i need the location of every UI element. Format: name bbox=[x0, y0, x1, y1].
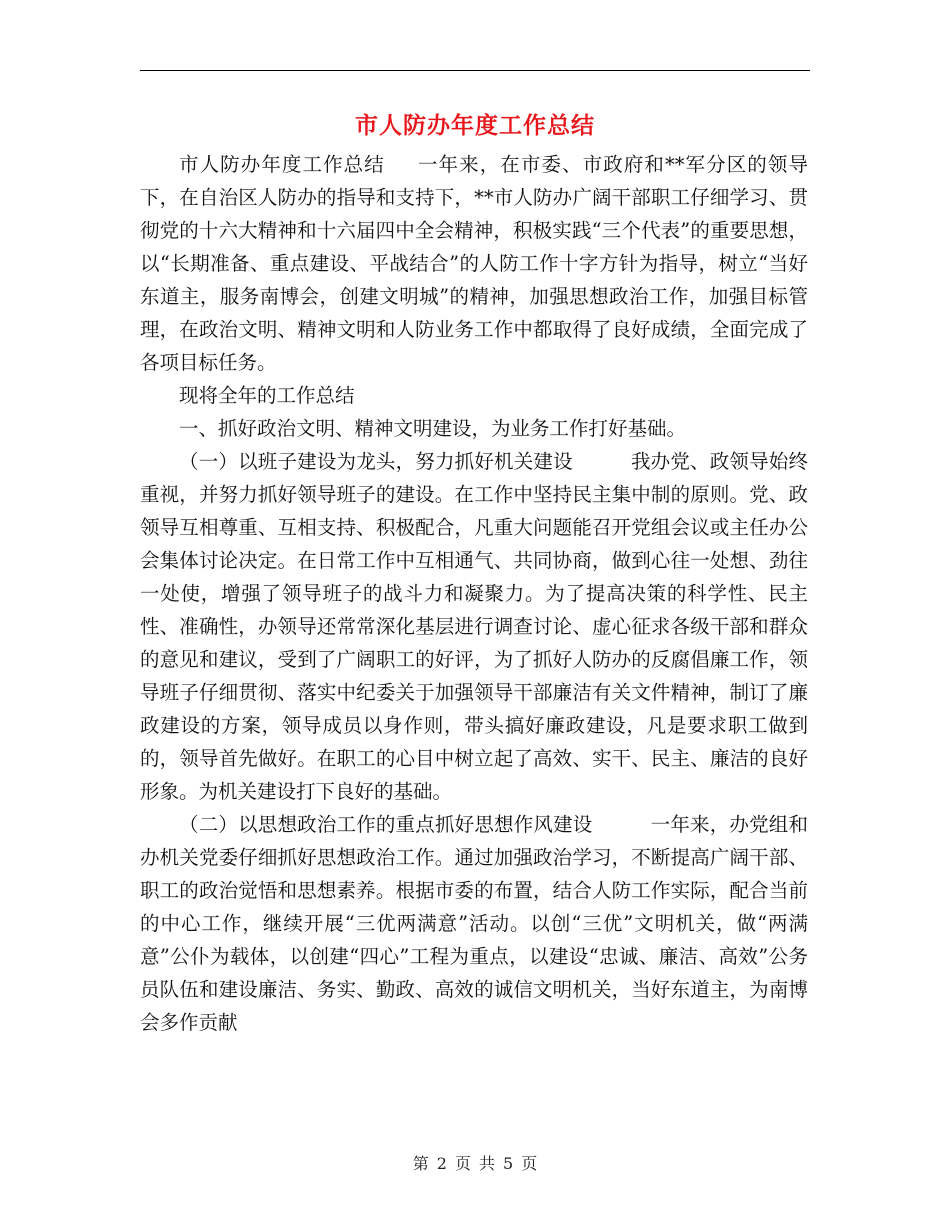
document-title: 市人防办年度工作总结 bbox=[355, 112, 595, 139]
section-heading-1: 一、抓好政治文明、精神文明建设，为业务工作打好基础。 bbox=[179, 417, 687, 440]
subsection-heading-1: （一）以班子建设为龙头，努力抓好机关建设 bbox=[179, 450, 573, 473]
footer-page-number: 2 bbox=[436, 1154, 447, 1173]
document-body bbox=[140, 148, 808, 1039]
intro-lead: 市人防办年度工作总结 bbox=[179, 153, 385, 176]
footer-page-word: 页 bbox=[454, 1154, 471, 1173]
paragraph-summary-lead: 现将全年的工作总结 bbox=[179, 384, 355, 407]
footer-total-prefix: 共 bbox=[479, 1154, 496, 1173]
page-footer bbox=[0, 1152, 950, 1176]
footer-suffix: 页 bbox=[521, 1154, 538, 1173]
header-rule bbox=[140, 70, 810, 71]
paragraph-intro bbox=[140, 148, 808, 379]
footer-prefix: 第 bbox=[412, 1154, 429, 1173]
intro-body: 一年来，在市委、市政府和**军分区的领导下，在自治区人防办的指导和支持下，**市人防办广阔干部职工仔细学习、贯彻党的十六大精神和十六届四中全会精神，积极实践“三个代表”的重要思想，以“长期准备、重点建设、平战结合”的人防工作十字方针为指导，树立“当好东道主，服务南博会，创建文明城”的精神，加强思想政治工作，加强目标管理，在政治文明、精神文明和人防业务工作中都取得了良好成绩，全面完成了各项目标任务。 bbox=[140, 153, 808, 374]
paragraph-subsection-1 bbox=[140, 445, 808, 808]
paragraph-subsection-2 bbox=[140, 808, 808, 1039]
footer-total-pages: 5 bbox=[503, 1154, 514, 1173]
subsection-heading-2: （二）以思想政治工作的重点抓好思想作风建设 bbox=[179, 813, 593, 836]
subsection-body-2: 一年来，办党组和办机关党委仔细抓好思想政治工作。通过加强政治学习，不断提高广阔干部、职工的政治觉悟和思想素养。根据市委的布置，结合人防工作实际，配合当前的中心工作，继续开展“三优两满意”活动。以创“三优”文明机关，做“两满意”公仆为载体，以创建“四心”工程为重点，以建设“忠诚、廉洁、高效”公务员队伍和建设廉洁、务实、勤政、高效的诚信文明机关，当好东道主，为南博会多作贡献 bbox=[140, 813, 808, 1034]
subsection-body-1: 我办党、政领导始终重视，并努力抓好领导班子的建设。在工作中坚持民主集中制的原则。党、政领导互相尊重、互相支持、积极配合，凡重大问题能召开党组会议或主任办公会集体讨论决定。在日常工作中互相通气、共同协商，做到心往一处想、劲往一处使，增强了领导班子的战斗力和凝聚力。为了提高决策的科学性、民主性、准确性，办领导还常常深化基层进行调查讨论、虚心征求各级干部和群众的意见和建议，受到了广阔职工的好评，为了抓好人防办的反腐倡廉工作，领导班子仔细贯彻、落实中纪委关于加强领导干部廉洁有关文件精神，制订了廉政建设的方案，领导成员以身作则，带头搞好廉政建设，凡是要求职工做到的，领导首先做好。在职工的心目中树立起了高效、实干、民主、廉洁的良好形象。为机关建设打下良好的基础。 bbox=[140, 450, 808, 803]
